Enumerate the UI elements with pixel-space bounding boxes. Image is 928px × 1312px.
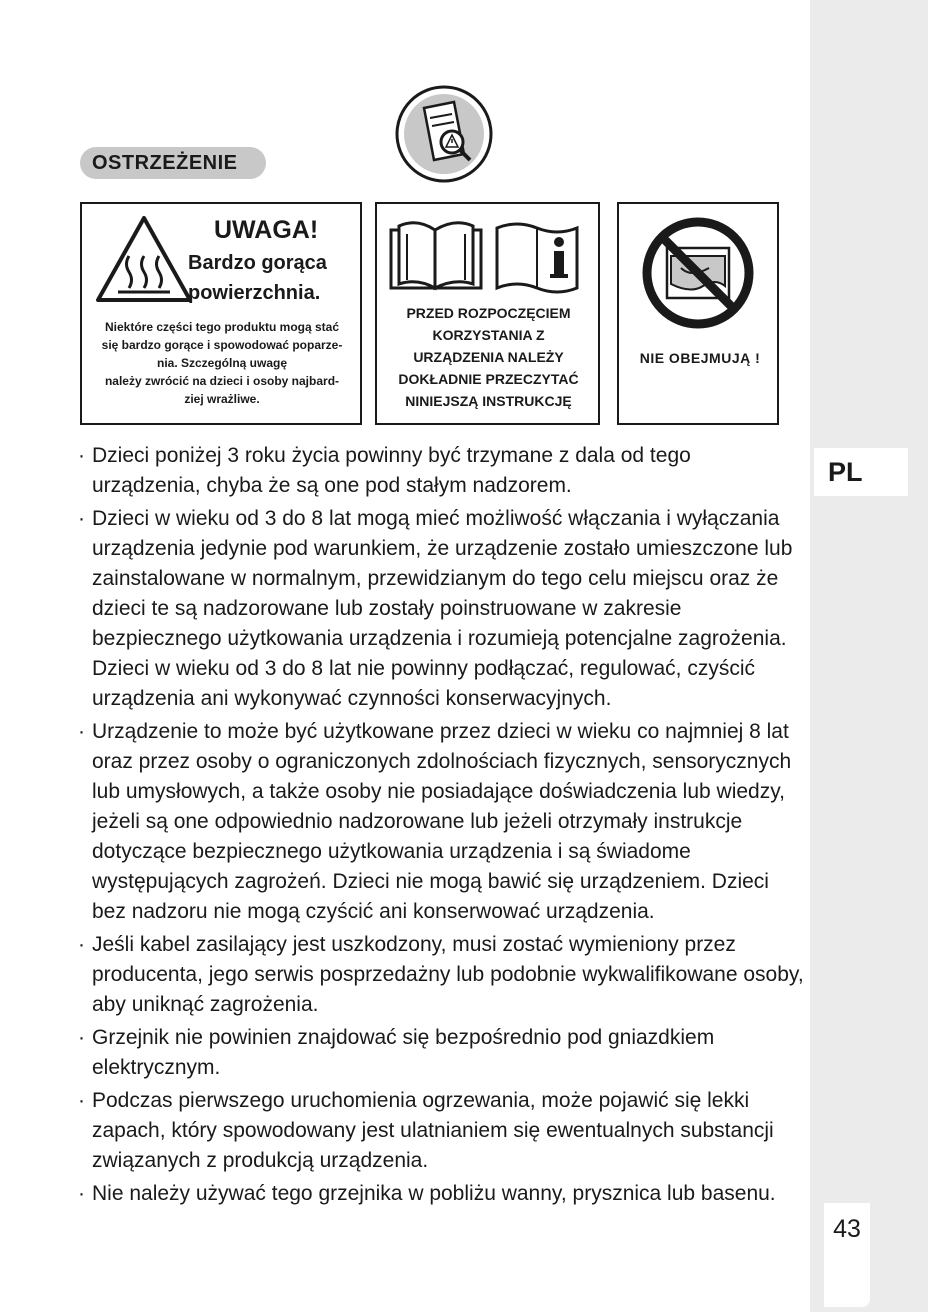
- list-item: · Dzieci w wieku od 3 do 8 lat mogą mieć możliwość włączania i wyłączania urządzenia jedynie pod warunkiem, że urządzenie zostało umieszczone lub zainstalowane w normalnym, przewidzianym do tego celu miejscu oraz że dzieci te są nadzorowane lub zostały poinstruowane w zakresie bezpiecznego użytkowania urządzenia i rozumieją potencjalne zagrożenia. Dzieci w wieku od 3 do 8 lat nie powinny podłączać, regulować, czyścić urządzenia ani wykonywać czynności konserwacyjnych.: [80, 504, 805, 714]
- hot-surface-desc-line: Niektóre części tego produktu mogą stać: [104, 320, 340, 334]
- hot-surface-desc-line: się bardzo gorące i spowodować poparze-: [101, 338, 343, 352]
- list-item: · Podczas pierwszego uruchomienia ogrzewania, może pojawić się lekki zapach, który spowodowany jest ulatnianiem się ewentualnych substancji związanych z produkcją urządzenia.: [80, 1086, 805, 1176]
- hot-surface-desc-line: nia. Szczególną uwagę: [156, 356, 288, 370]
- warning-heading: OSTRZEŻENIE: [80, 147, 266, 179]
- read-manual-box: [375, 202, 600, 425]
- page-number: 43: [824, 1203, 870, 1307]
- hot-surface-subtitle-line: powierzchnia.: [188, 282, 321, 304]
- list-item: · Grzejnik nie powinien znajdować się bezpośrednio pod gniazdkiem elektrycznym.: [80, 1023, 805, 1083]
- do-not-cover-icon: [641, 216, 755, 330]
- hot-surface-desc-line: należy zwrócić na dzieci i osoby najbard-: [104, 374, 340, 388]
- hot-surface-subtitle: [188, 248, 327, 308]
- hot-surface-desc-line: ziej wrażliwe.: [184, 392, 260, 406]
- list-item: · Nie należy używać tego grzejnika w pobliżu wanny, prysznica lub basenu.: [80, 1179, 805, 1209]
- do-not-cover-box: [617, 202, 779, 425]
- list-item: · Urządzenie to może być użytkowane przez dzieci w wieku co najmniej 8 lat oraz przez osoby o ograniczonych zdolnościach fizycznych, sensorycznych lub umysłowych, a także osoby nie posiadające doświadczenia lub wiedzy, jeżeli są one odpowiednio nadzorowane lub jeżeli otrzymały instrukcje dotyczące bezpiecznego użytkowania urządzenia i są świadome występujących zagrożeń. Dzieci nie mogą bawić się urządzeniem. Dzieci bez nadzoru nie mogą czyścić ani konserwować urządzenia.: [80, 717, 805, 927]
- read-manual-line: PRZED ROZPOCZĘCIEM: [406, 305, 571, 321]
- sidebar: [810, 0, 928, 1312]
- read-manual-line: DOKŁADNIE PRZECZYTAĆ: [398, 371, 579, 387]
- read-manual-line: NINIEJSZĄ INSTRUKCJĘ: [405, 393, 572, 409]
- read-manual-line: URZĄDZENIA NALEŻY: [413, 349, 564, 365]
- read-manual-line: KORZYSTANIA Z: [432, 327, 545, 343]
- list-item: · Dzieci poniżej 3 roku życia powinny być trzymane z dala od tego urządzenia, chyba że są one pod stałym nadzorem.: [80, 441, 805, 501]
- hot-surface-icon: [94, 212, 194, 304]
- hot-surface-description: [88, 318, 356, 408]
- list-item: · Jeśli kabel zasilający jest uszkodzony, musi zostać wymieniony przez producenta, jego serwis posprzedażny lub podobnie wykwalifikowane osoby, aby uniknąć zagrożenia.: [80, 930, 805, 1020]
- language-tab: PL: [814, 448, 908, 496]
- read-manual-text: [381, 302, 596, 412]
- hot-surface-box: [80, 202, 362, 425]
- hot-surface-subtitle-line: Bardzo gorąca: [188, 252, 327, 274]
- safety-instructions-list: [80, 441, 805, 1212]
- do-not-cover-text: NIE OBEJMUJĄ !: [639, 350, 761, 366]
- hot-surface-title: UWAGA!: [214, 216, 319, 244]
- manual-warning-icon: [394, 84, 494, 184]
- book-info-icon: [387, 216, 592, 294]
